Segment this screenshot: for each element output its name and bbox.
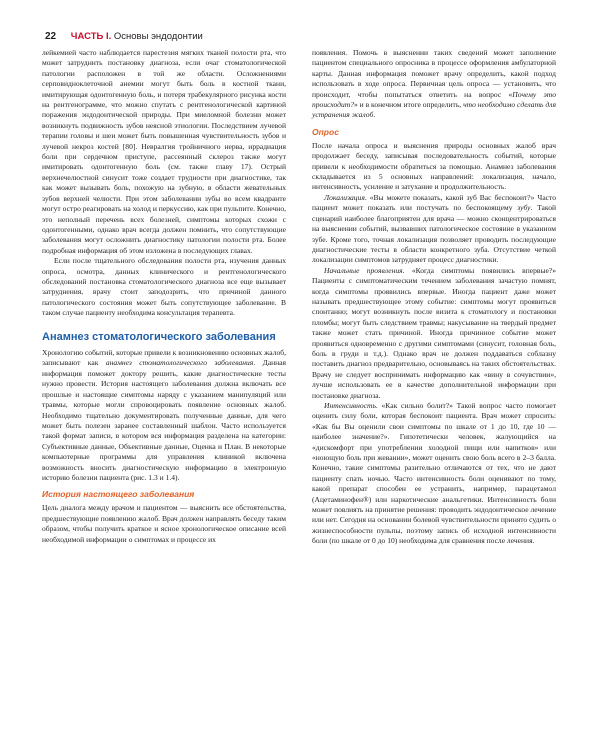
paragraph: Начальные проявления. «Когда симптомы появились впервые?» Пациенты с симптоматическим течением заболевания зачастую помнят, когда симптомы проявились впервые. Иногда пациент даже может называть предшествующее этому событие: симптомы могут проявиться спонтанно; могут возникнуть после визита к стоматологу и постановки пломбы; могут быть следствием травмы; накусывание на твердый предмет также может стать причиной. Иногда причинное событие может проявиться одновременно с другими симптомами (синусит, головная боль, боль в груди и т.д.). Однако врач не должен поддаваться соблазну поставить диагноз предварительно, основываясь на таких обстоятельствах. Врачу не следует воспринимать информацию как «вину в сочувствии», лучше использовать ее в качестве дополнительной информации при постановке диагноза. bbox=[312, 265, 556, 400]
section-heading: Анамнез стоматологического заболевания bbox=[42, 330, 276, 343]
paragraph: После начала опроса и выяснения природы основных жалоб врач продолжает беседу, записывая последовательность событий, которые привели к необходимости обратиться за помощью. Анамнез заболевания складывается из 5 основных направлений: локализация, начало, интенсивность, усиление и затухание и продолжительность. bbox=[312, 140, 556, 192]
part-label: ЧАСТЬ I. bbox=[70, 31, 112, 42]
page-number: 22 bbox=[45, 31, 57, 42]
paragraph: Если после тщательного обследования полости рта, изучения данных опроса, осмотра, данных клинического и рентгенологического обследований постановка стоматологического диагноза все еще вызывает затруднения, врачу стоит заподозрить, что причиной данного патологического состояния может быть сопутствующее заболевание. В таком случае пациенту необходима консультация терапевта. bbox=[42, 256, 286, 318]
paragraph: Интенсивность. «Как сильно болит?» Такой вопрос часто помогает оценить силу боли, которая беспокоит пациента. Врач может спросить: «Как бы Вы оценили свои симптомы по шкале от 1 до 10, где 10 — наиболее значение?». Гипотетически человек, жалующийся на «дискомфорт при употреблении холодной пищи или напитков» или «ноющую боль при жевании», может оценить свою боль всего в 2–3 балла. Конечно, такие симптомы разительно отличаются от тех, что не дают пациенту спать ночью. Часто интенсивность боли оценивают по тому, какой препарат способен ее устранить, например, парацетамол (Ацетаминофен®) или наркотические анальгетики. Интенсивность боли может повлиять на принятие решения: проводить эндодонтическое лечение или нет. Сегодня на основании болевой чувствительности принято судить о жизнеспособности пульпы, поэтому запись об исходной интенсивности боли (по шкале от 0 до 10) необходима для сравнения после лечения. bbox=[312, 401, 556, 546]
paragraph: лейкемией часто наблюдается парестезия мягких тканей полости рта, что может затруднить постановку диагноза, если очаг стоматологической патологии расположен в той же области. Осложнениями серповидноклеточной анемии могут быть боль в костной ткани, имитирующая одонтогенную боль, и потеря трабекулярного рисунка кости на рентгенограмме, что можно спутать с рентгенологической картиной поражения эндодонтической природы. При миеломной болезни может возникнуть подвижность зубов неясной этиологии. Последствием лучевой терапии головы и шеи может быть повышенная чувствительность зубов и лучевой некроз костей [80]. Невралгия тройничного нерва, иррадиация боли при сердечном приступе, рассеянный склероз также могут имитировать одонтогенную боль (см. также главу 17). Острый верхнечелюстной синусит тоже создает трудности при диагностике, так как может вызывать боль, похожую на зубную, в области жевательных зубов верхней челюсти. При этом заболевании зубы во всем квадранте могут остро реагировать на холод и перкуссию, как при пульпите. Конечно, это неполный перечень всех болезней, симптомы которых схожи с одонтогенными, однако врач всегда должен помнить, что сопутствующие заболевания могут осложнить диагностику патологии полости рта. Более подробная информация об этом изложена в последующих главах. bbox=[42, 48, 286, 255]
paragraph: Хронологию событий, которые привели к возникновению основных жалоб, записывают как анамнез стоматологического заболевания. Данная информация поможет доктору решить, какие диагностические тесты нужно провести. История настоящего заболевания должна включать все прошлые и настоящие симптомы наряду с указанием манипуляций или травмы, которые могли спровоцировать появление основных жалоб. Необходимо тщательно документировать полученные данные, для чего может быть полезен заранее составленный шаблон. Часто используется такой формат записи, в котором вся информация разделена на категории: Субъективные данные, Объективные данные, Оценка и План. В некоторые компьютерные программы для управления клиникой включена возможность вносить диагностическую информацию в электронную историю болезни пациента (рис. 1.3 и 1.4). bbox=[42, 348, 287, 482]
chapter-title: Основы эндодонтии bbox=[113, 31, 203, 42]
subsection-heading: История настоящего заболевания bbox=[42, 489, 195, 500]
left-column bbox=[42, 48, 286, 545]
page-header bbox=[45, 30, 565, 44]
right-column bbox=[312, 48, 556, 547]
subsection-heading: Опрос bbox=[312, 126, 339, 137]
paragraph: Цель диалога между врачом и пациентом — выяснить все обстоятельства, предшествующие появлению жалоб. Врач должен направлять беседу таким образом, чтобы получить краткое и ясное хронологическое описание всей необходимой информации о симптомах и процессе их bbox=[42, 503, 286, 544]
paragraph: появления. Помочь в выяснении таких сведений может заполнение пациентом специального опросника в процессе оформления амбулаторной карты. Данная информация поможет врачу определить, какой подход использовать в ходе опроса. Первичная цель опроса — установить, что происходит, чтобы попытаться ответить на вопрос «Почему это происходит?» и в конечном итоге определить, что необходимо сделать для устранения жалоб. bbox=[312, 48, 556, 120]
paragraph: Локализация. «Вы можете показать, какой зуб Вас беспокоит?» Часто пациент может показать или постучать по беспокоящему зубу. Такой сценарий наиболее благоприятен для врача — можно сконцентрироваться на выяснении событий, вызвавших патологическое состояние в указанном зубе. Кроме того, точная локализация позволяет проводить последующие диагностические тесты в области конкретного зуба. Отсутствие четкой локализации симптомов затрудняет процесс диагностики. bbox=[312, 192, 557, 265]
